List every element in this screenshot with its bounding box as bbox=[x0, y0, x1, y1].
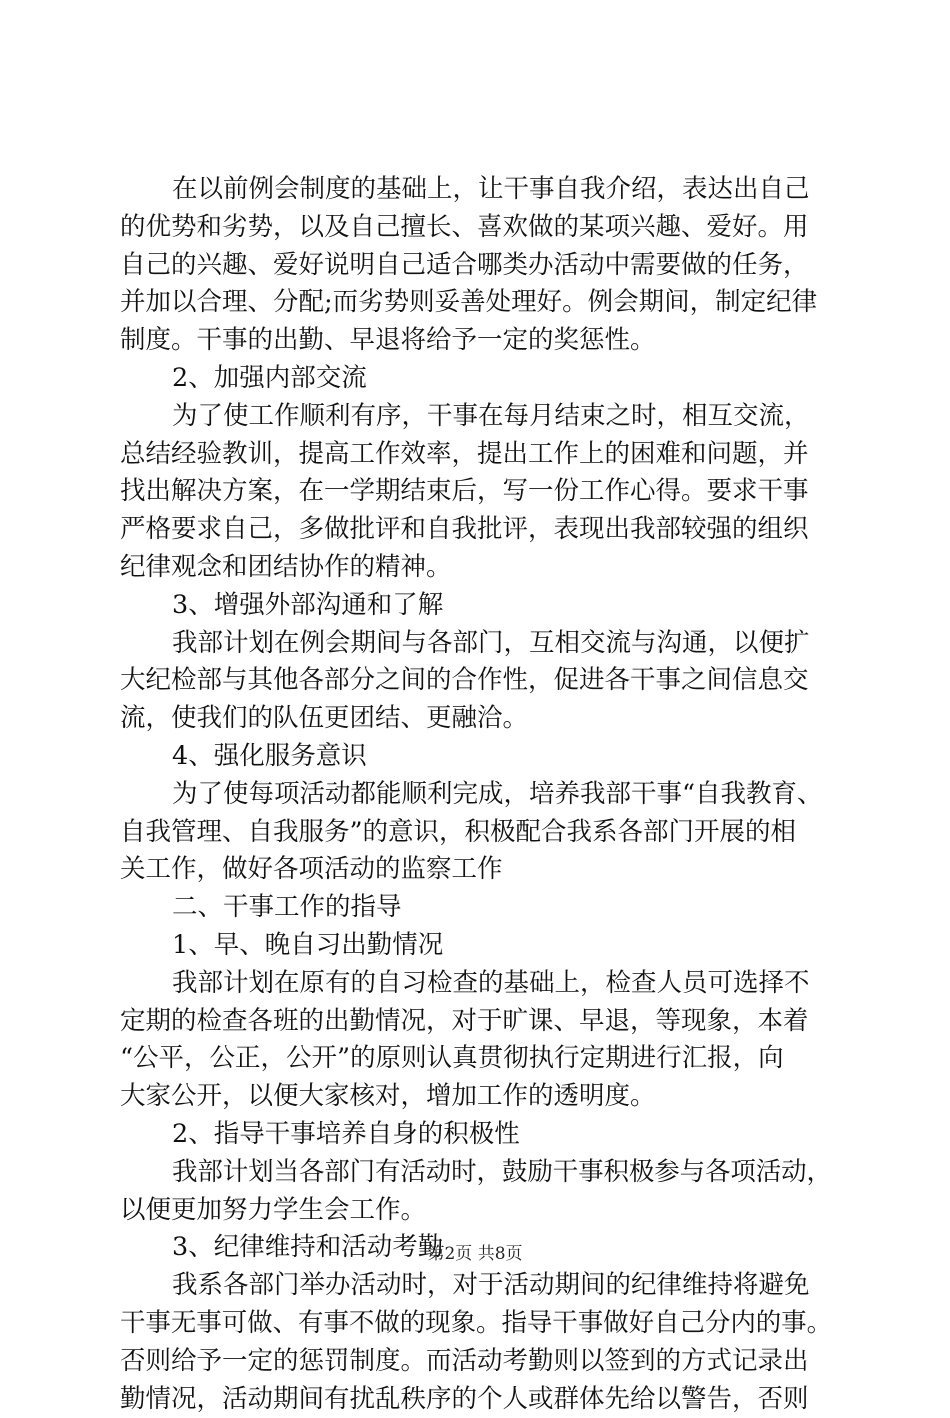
text-line: 我部计划在例会期间与各部门，互相交流与沟通，以便扩 bbox=[120, 625, 832, 663]
text-line: 关工作，做好各项活动的监察工作 bbox=[120, 851, 832, 889]
text-line: 严格要求自己，多做批评和自我批评，表现出我部较强的组织 bbox=[120, 511, 832, 549]
text-line: 总结经验教训，提高工作效率，提出工作上的困难和问题，并 bbox=[120, 436, 832, 474]
text-line: 3、增强外部沟通和了解 bbox=[120, 587, 832, 625]
text-line: 4、强化服务意识 bbox=[120, 738, 832, 776]
text-line: 大纪检部与其他各部分之间的合作性，促进各干事之间信息交 bbox=[120, 662, 832, 700]
text-line: 定期的检查各班的出勤情况，对于旷课、早退，等现象，本着 bbox=[120, 1003, 832, 1041]
text-line: 干事无事可做、有事不做的现象。指导干事做好自己分内的事。 bbox=[120, 1305, 832, 1343]
text-line: 自我管理、自我服务”的意识，积极配合我系各部门开展的相 bbox=[120, 814, 832, 852]
text-line: 找出解决方案，在一学期结束后，写一份工作心得。要求干事 bbox=[120, 473, 832, 511]
text-line: 勤情况，活动期间有扰乱秩序的个人或群体先给以警告，否则 bbox=[120, 1381, 832, 1418]
text-line: 为了使工作顺利有序，干事在每月结束之时，相互交流， bbox=[120, 398, 832, 436]
text-line: “公平，公正，公开”的原则认真贯彻执行定期进行汇报，向 bbox=[120, 1040, 832, 1078]
text-line: 我系各部门举办活动时，对于活动期间的纪律维持将避免 bbox=[120, 1267, 832, 1305]
text-line: 我部计划当各部门有活动时，鼓励干事积极参与各项活动， bbox=[120, 1154, 832, 1192]
text-line: 3、纪律维持和活动考勤 bbox=[120, 1229, 832, 1267]
text-line: 1、早、晚自习出勤情况 bbox=[120, 927, 832, 965]
text-line: 纪律观念和团结协作的精神。 bbox=[120, 549, 832, 587]
text-line: 并加以合理、分配;而劣势则妥善处理好。例会期间，制定纪律 bbox=[120, 284, 832, 322]
text-line: 流，使我们的队伍更团结、更融洽。 bbox=[120, 700, 832, 738]
text-line: 在以前例会制度的基础上，让干事自我介绍，表达出自己 bbox=[120, 171, 832, 209]
text-line: 大家公开，以便大家核对，增加工作的透明度。 bbox=[120, 1078, 832, 1116]
text-line: 2、指导干事培养自身的积极性 bbox=[120, 1116, 832, 1154]
text-line: 2、加强内部交流 bbox=[120, 360, 832, 398]
text-line: 自己的兴趣、爱好说明自己适合哪类办活动中需要做的任务， bbox=[120, 247, 832, 285]
text-line: 二、干事工作的指导 bbox=[120, 889, 832, 927]
text-line: 为了使每项活动都能顺利完成，培养我部干事“自我教育、 bbox=[120, 776, 832, 814]
document-body bbox=[120, 171, 832, 1418]
text-line: 否则给予一定的惩罚制度。而活动考勤则以签到的方式记录出 bbox=[120, 1343, 832, 1381]
page-footer: 第2页 共8页 bbox=[0, 1242, 950, 1266]
text-line: 的优势和劣势，以及自己擅长、喜欢做的某项兴趣、爱好。用 bbox=[120, 209, 832, 247]
text-line: 以便更加努力学生会工作。 bbox=[120, 1192, 832, 1230]
text-line: 我部计划在原有的自习检查的基础上，检查人员可选择不 bbox=[120, 965, 832, 1003]
text-line: 制度。干事的出勤、早退将给予一定的奖惩性。 bbox=[120, 322, 832, 360]
